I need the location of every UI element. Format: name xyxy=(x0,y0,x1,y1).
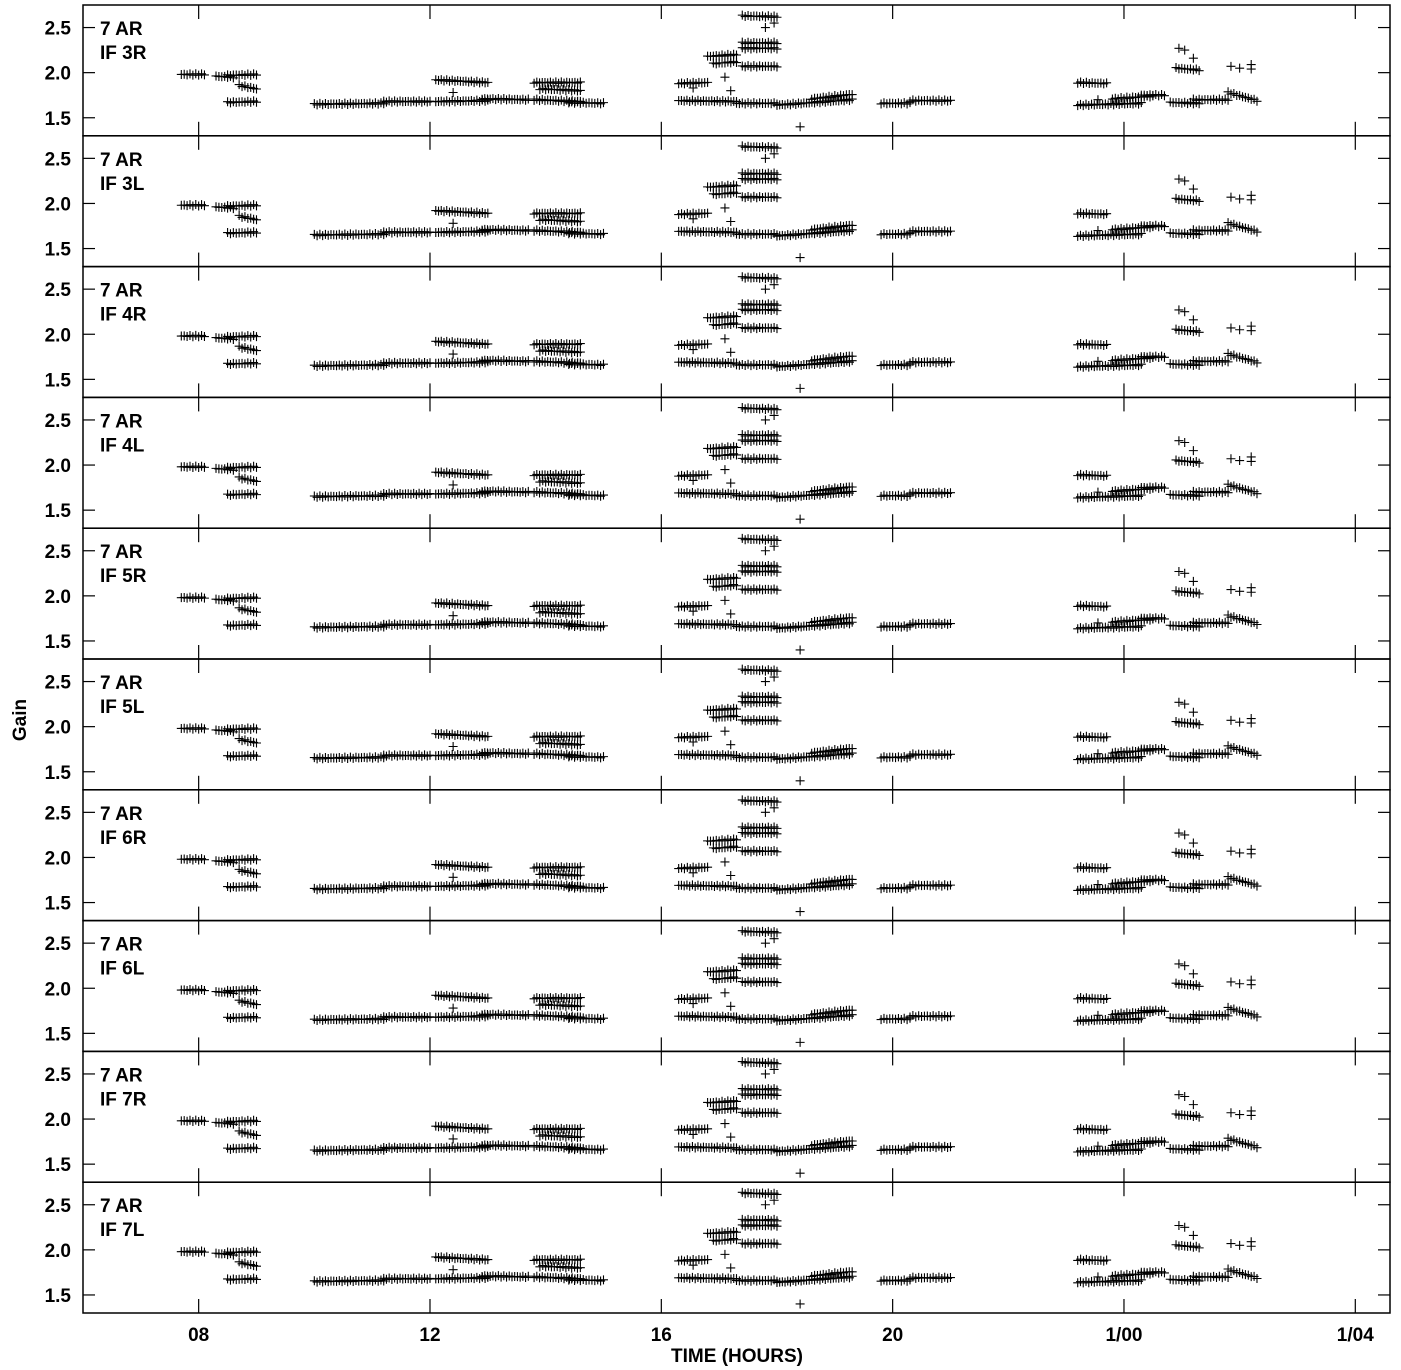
data-point xyxy=(1174,567,1183,576)
panel-if-label: IF 5R xyxy=(100,566,147,588)
data-point xyxy=(761,546,770,555)
data-point xyxy=(1235,979,1244,988)
y-tick-label: 2.5 xyxy=(44,803,71,825)
data-point xyxy=(449,219,458,228)
panel xyxy=(45,267,1390,398)
data-point xyxy=(1235,587,1244,596)
data-point xyxy=(1226,1108,1235,1117)
data-point xyxy=(1180,700,1189,709)
data-point xyxy=(1235,1110,1244,1119)
panel-if-label: IF 3L xyxy=(100,173,145,195)
data-point xyxy=(796,253,805,262)
panel-if-label: IF 3R xyxy=(100,43,147,64)
data-point xyxy=(1226,193,1235,202)
y-tick-label: 2.5 xyxy=(44,934,71,956)
data-point xyxy=(1247,588,1256,597)
data-point xyxy=(726,740,735,749)
data-point xyxy=(796,776,805,785)
data-point xyxy=(726,86,735,95)
panel-antenna-label: 7 AR xyxy=(100,673,143,694)
data-point xyxy=(1247,719,1256,728)
y-tick-label: 1.5 xyxy=(44,631,71,653)
y-tick-label: 2.5 xyxy=(44,18,71,40)
data-point xyxy=(796,1169,805,1178)
data-point xyxy=(720,727,729,736)
data-point xyxy=(761,1069,770,1078)
data-point xyxy=(1180,830,1189,839)
data-point xyxy=(796,384,805,393)
panel xyxy=(45,397,1390,528)
data-point xyxy=(1247,980,1256,989)
data-point xyxy=(1226,454,1235,463)
data-point xyxy=(720,203,729,212)
data-point xyxy=(796,645,805,654)
data-point xyxy=(1247,1111,1256,1120)
data-point xyxy=(761,939,770,948)
y-tick-label: 2.5 xyxy=(44,1064,71,1086)
data-point xyxy=(1174,175,1183,184)
y-tick-label: 2.0 xyxy=(44,979,71,1001)
y-tick-label: 2.5 xyxy=(44,541,71,563)
panel-antenna-label: 7 AR xyxy=(100,803,143,825)
y-tick-label: 2.0 xyxy=(44,586,71,608)
panel xyxy=(45,921,1390,1052)
panel-antenna-label: 7 AR xyxy=(100,149,143,171)
data-point xyxy=(449,88,458,97)
data-point xyxy=(1235,456,1244,465)
data-point xyxy=(449,873,458,882)
panel-antenna-label: 7 AR xyxy=(100,542,143,564)
y-tick-label: 1.5 xyxy=(44,239,71,261)
panel xyxy=(45,136,1390,267)
data-point xyxy=(761,677,770,686)
y-tick-label: 2.5 xyxy=(44,149,71,171)
data-point xyxy=(720,596,729,605)
panel-antenna-label: 7 AR xyxy=(100,934,143,956)
data-point xyxy=(726,1002,735,1011)
data-point xyxy=(726,479,735,488)
data-point xyxy=(1247,65,1256,74)
data-point xyxy=(1189,839,1198,848)
data-point xyxy=(726,217,735,226)
data-point xyxy=(1235,718,1244,727)
data-point xyxy=(1174,305,1183,314)
data-point xyxy=(796,515,805,524)
data-point xyxy=(1189,315,1198,324)
data-point xyxy=(1174,44,1183,53)
data-point xyxy=(449,742,458,751)
data-point xyxy=(1180,307,1189,316)
y-tick-label: 1.5 xyxy=(44,1155,71,1177)
data-point xyxy=(1235,848,1244,857)
data-point xyxy=(720,857,729,866)
data-point xyxy=(449,480,458,489)
data-point xyxy=(1189,969,1198,978)
data-point xyxy=(1226,585,1235,594)
data-point xyxy=(726,1133,735,1142)
panel xyxy=(45,1182,1390,1313)
data-point xyxy=(1189,446,1198,455)
panel-if-label: IF 4L xyxy=(100,435,145,457)
data-point xyxy=(1174,436,1183,445)
y-tick-label: 2.5 xyxy=(44,410,71,432)
data-point xyxy=(449,1004,458,1013)
panels-group xyxy=(45,5,1390,1313)
data-point xyxy=(449,350,458,359)
data-point xyxy=(1189,185,1198,194)
data-point xyxy=(1235,194,1244,203)
data-point xyxy=(720,334,729,343)
y-tick-label: 1.5 xyxy=(44,762,71,784)
panel-if-label: IF 6L xyxy=(100,958,145,980)
y-tick-label: 2.0 xyxy=(44,456,71,478)
data-point xyxy=(1247,195,1256,204)
y-tick-label: 2.0 xyxy=(44,1110,71,1132)
panel xyxy=(45,1051,1390,1182)
data-point xyxy=(796,1038,805,1047)
data-point xyxy=(1247,457,1256,466)
y-tick-label: 1.5 xyxy=(44,1285,71,1307)
data-point xyxy=(1235,64,1244,73)
data-point xyxy=(1226,62,1235,71)
y-tick-label: 2.0 xyxy=(44,848,71,870)
y-tick-label: 2.0 xyxy=(44,63,71,85)
data-point xyxy=(726,348,735,357)
data-point xyxy=(761,154,770,163)
panel-antenna-label: 7 AR xyxy=(100,19,143,40)
y-tick-label: 2.5 xyxy=(44,672,71,694)
data-point xyxy=(761,285,770,294)
data-point xyxy=(1180,46,1189,55)
data-point xyxy=(449,611,458,620)
data-point xyxy=(761,415,770,424)
data-point xyxy=(1174,1090,1183,1099)
panel-antenna-label: 7 AR xyxy=(100,411,143,433)
data-point xyxy=(1180,1092,1189,1101)
panel xyxy=(45,528,1390,659)
data-point xyxy=(1180,961,1189,970)
y-tick-label: 1.5 xyxy=(44,108,71,130)
data-point xyxy=(1180,176,1189,185)
panel-if-label: IF 5L xyxy=(100,697,145,718)
data-point xyxy=(796,122,805,131)
data-point xyxy=(796,907,805,916)
panel-antenna-label: 7 AR xyxy=(100,1196,143,1218)
panel xyxy=(45,659,1390,790)
y-tick-label: 2.0 xyxy=(44,1240,71,1262)
y-tick-label: 2.0 xyxy=(44,717,71,739)
data-point xyxy=(726,871,735,880)
y-tick-label: 1.5 xyxy=(44,1024,71,1046)
y-tick-label: 1.5 xyxy=(44,501,71,523)
panel-if-label: IF 6R xyxy=(100,827,147,849)
data-point xyxy=(1189,708,1198,717)
panel-if-label: IF 7L xyxy=(100,1220,145,1242)
data-point xyxy=(720,1119,729,1128)
data-point xyxy=(720,988,729,997)
data-point xyxy=(1174,959,1183,968)
data-point xyxy=(1189,1100,1198,1109)
data-point xyxy=(726,609,735,618)
data-point xyxy=(1180,569,1189,578)
panel-antenna-label: 7 AR xyxy=(100,280,143,302)
y-tick-label: 2.0 xyxy=(44,325,71,347)
panel-antenna-label: 7 AR xyxy=(100,1065,143,1087)
y-tick-label: 2.5 xyxy=(44,1195,71,1217)
data-point xyxy=(1226,977,1235,986)
panel xyxy=(45,790,1390,921)
y-tick-label: 1.5 xyxy=(44,893,71,915)
panel-if-label: IF 4R xyxy=(100,304,147,326)
data-point xyxy=(720,73,729,82)
data-point xyxy=(761,808,770,817)
data-point xyxy=(1174,698,1183,707)
data-point xyxy=(1226,323,1235,332)
data-point xyxy=(761,23,770,32)
data-point xyxy=(1226,716,1235,725)
panel-if-label: IF 7R xyxy=(100,1089,147,1111)
data-point xyxy=(1174,829,1183,838)
data-point xyxy=(1235,325,1244,334)
data-point xyxy=(1189,54,1198,63)
y-tick-label: 2.5 xyxy=(44,280,71,302)
data-point xyxy=(449,1134,458,1143)
data-point xyxy=(1189,577,1198,586)
y-tick-label: 1.5 xyxy=(44,370,71,392)
data-point xyxy=(1247,326,1256,335)
data-point xyxy=(720,465,729,474)
panel xyxy=(45,5,1390,136)
data-point xyxy=(1226,847,1235,856)
data-point xyxy=(1247,849,1256,858)
y-tick-label: 2.0 xyxy=(44,194,71,216)
data-point xyxy=(1180,438,1189,447)
